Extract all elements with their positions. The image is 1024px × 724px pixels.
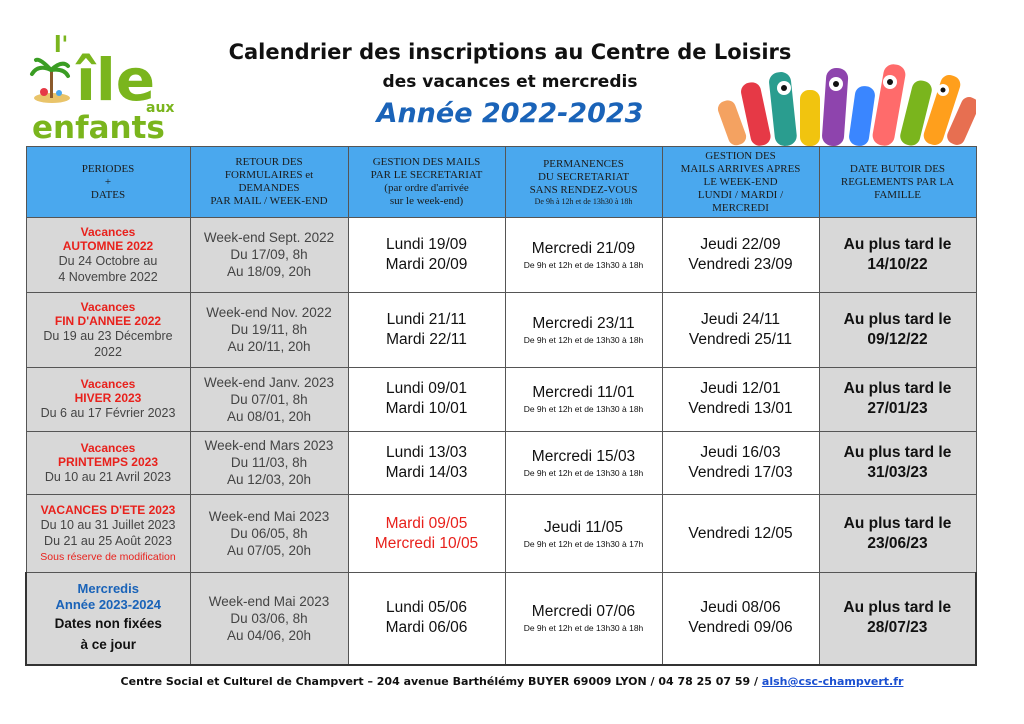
painted-hands-icon <box>716 60 976 146</box>
mail-management-cell: Lundi 13/03 Mardi 14/03 <box>348 431 505 495</box>
period-cell: Vacances PRINTEMPS 2023 Du 10 au 21 Avril 2023 <box>26 431 190 495</box>
contact-email-link[interactable]: alsh@csc-champvert.fr <box>761 675 904 688</box>
logo-word-big: île <box>76 46 156 114</box>
office-hours-cell: Jeudi 11/05 De 9h et 12h et de 13h30 à 17h <box>505 495 662 572</box>
late-mails-cell: Jeudi 16/03 Vendredi 17/03 <box>662 431 819 495</box>
palm-island-icon <box>32 60 70 103</box>
return-cell: Week-end Mars 2023 Du 11/03, 8h Au 12/03, 20h <box>190 431 348 495</box>
table-row <box>26 218 976 293</box>
period-cell: Vacances FIN D'ANNEE 2022 Du 19 au 23 Décembre 2022 <box>26 292 190 367</box>
return-cell: Week-end Janv. 2023 Du 07/01, 8h Au 08/01, 20h <box>190 367 348 431</box>
office-hours-cell: Mercredi 11/01 De 9h et 12h et de 13h30 à 18h <box>505 367 662 431</box>
table-header-row <box>26 147 976 218</box>
table-row <box>26 572 976 665</box>
mail-management-cell: Mardi 09/05 Mercredi 10/05 <box>348 495 505 572</box>
period-cell: Vacances HIVER 2023 Du 6 au 17 Février 2023 <box>26 367 190 431</box>
column-header-mail-management: GESTION DES MAILS PAR LE SECRETARIAT (par ordre d'arrivée sur le week-end) <box>348 147 505 218</box>
return-cell: Week-end Nov. 2022 Du 19/11, 8h Au 20/11, 20h <box>190 292 348 367</box>
year-label: Année 2022-2023 <box>376 98 644 129</box>
table-row <box>26 431 976 495</box>
payment-deadline-cell: Au plus tard le 09/12/22 <box>819 292 976 367</box>
table-row <box>26 495 976 572</box>
office-hours-cell: Mercredi 21/09 De 9h et 12h et de 13h30 à 18h <box>505 218 662 293</box>
table-row <box>26 367 976 431</box>
page-title: Calendrier des inscriptions au Centre de Loisirs <box>228 40 792 64</box>
late-mails-cell: Jeudi 08/06 Vendredi 09/06 <box>662 572 819 665</box>
registration-calendar-table <box>25 146 977 666</box>
page-subtitle: des vacances et mercredis <box>382 72 638 92</box>
payment-deadline-cell: Au plus tard le 31/03/23 <box>819 431 976 495</box>
payment-deadline-cell: Au plus tard le 14/10/22 <box>819 218 976 293</box>
period-cell: VACANCES D'ETE 2023 Du 10 au 31 Juillet 2023 Du 21 au 25 Août 2023 Sous réserve de modification <box>26 495 190 572</box>
mail-management-cell: Lundi 05/06 Mardi 06/06 <box>348 572 505 665</box>
payment-deadline-cell: Au plus tard le 23/06/23 <box>819 495 976 572</box>
mail-management-cell: Lundi 09/01 Mardi 10/01 <box>348 367 505 431</box>
mail-management-cell: Lundi 19/09 Mardi 20/09 <box>348 218 505 293</box>
office-hours-cell: Mercredi 23/11 De 9h et 12h et de 13h30 à 18h <box>505 292 662 367</box>
column-header-office-hours: PERMANENCES DU SECRETARIAT SANS RENDEZ-VOUS De 9h à 12h et de 13h30 à 18h <box>505 147 662 218</box>
period-cell: Mercredis Année 2023-2024 Dates non fixées à ce jour <box>26 572 190 665</box>
column-header-payment-deadline: DATE BUTOIR DES REGLEMENTS PAR LA FAMILLE <box>819 147 976 218</box>
table-row <box>26 292 976 367</box>
column-header-periods: PERIODES + DATES <box>26 147 190 218</box>
return-cell: Week-end Sept. 2022 Du 17/09, 8h Au 18/09, 20h <box>190 218 348 293</box>
payment-deadline-cell: Au plus tard le 28/07/23 <box>819 572 976 665</box>
payment-deadline-cell: Au plus tard le 27/01/23 <box>819 367 976 431</box>
ile-aux-enfants-logo <box>28 30 178 145</box>
late-mails-cell: Jeudi 12/01 Vendredi 13/01 <box>662 367 819 431</box>
logo-graphic <box>28 30 178 145</box>
logo-word-small: l' <box>54 33 69 58</box>
footer-address: Centre Social et Culturel de Champvert – 204 avenue Barthélémy BUYER 69009 LYON / 04 78 25 07 59 / <box>120 675 762 688</box>
mail-management-cell: Lundi 21/11 Mardi 22/11 <box>348 292 505 367</box>
footer-contact <box>0 675 1024 688</box>
painted-hands-illustration <box>716 60 976 146</box>
logo-word-aux: aux <box>146 100 175 116</box>
office-hours-cell: Mercredi 15/03 De 9h et 12h et de 13h30 à 18h <box>505 431 662 495</box>
return-cell: Week-end Mai 2023 Du 06/05, 8h Au 07/05, 20h <box>190 495 348 572</box>
logo-word-bottom: enfants <box>32 110 165 145</box>
late-mails-cell: Jeudi 22/09 Vendredi 23/09 <box>662 218 819 293</box>
period-cell: Vacances AUTOMNE 2022 Du 24 Octobre au 4 Novembre 2022 <box>26 218 190 293</box>
late-mails-cell: Vendredi 12/05 <box>662 495 819 572</box>
column-header-late-mails: GESTION DES MAILS ARRIVES APRES LE WEEK-END LUNDI / MARDI / MERCREDI <box>662 147 819 218</box>
return-cell: Week-end Mai 2023 Du 03/06, 8h Au 04/06, 20h <box>190 572 348 665</box>
column-header-return: RETOUR DES FORMULAIRES et DEMANDES PAR MAIL / WEEK-END <box>190 147 348 218</box>
late-mails-cell: Jeudi 24/11 Vendredi 25/11 <box>662 292 819 367</box>
office-hours-cell: Mercredi 07/06 De 9h et 12h et de 13h30 à 18h <box>505 572 662 665</box>
modification-note: Sous réserve de modification <box>40 550 176 563</box>
